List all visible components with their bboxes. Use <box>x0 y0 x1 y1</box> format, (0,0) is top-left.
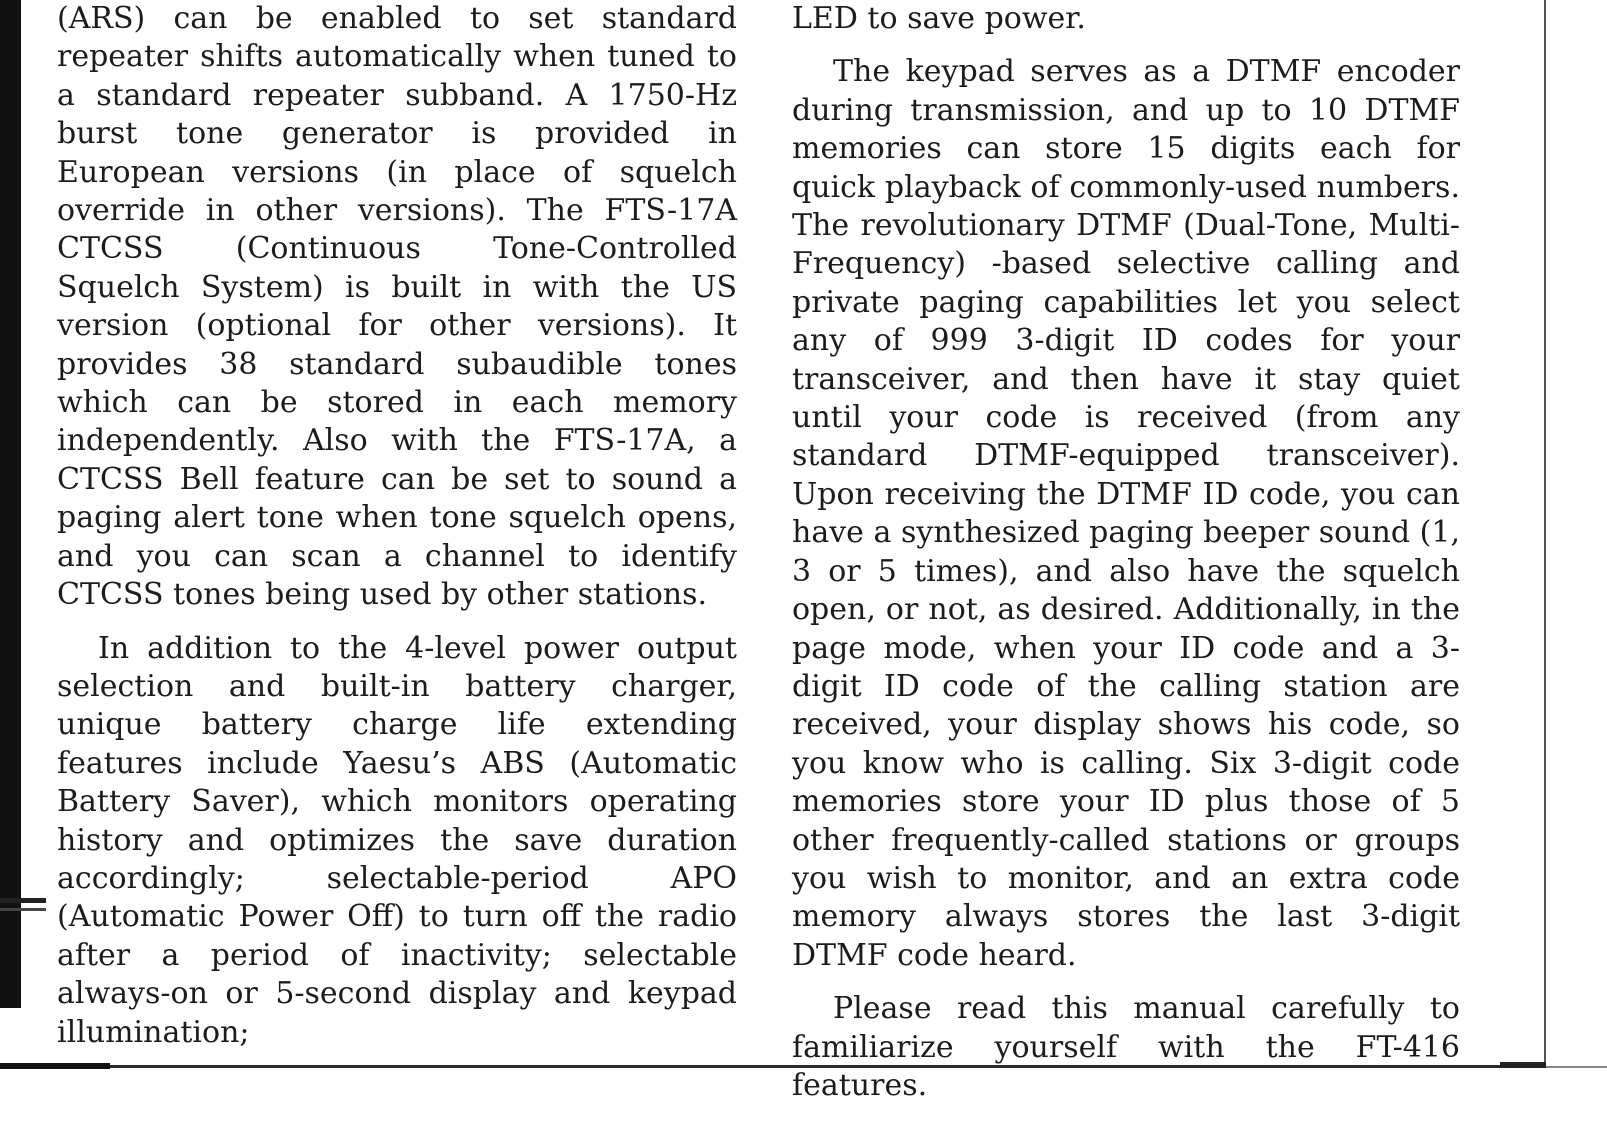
paragraph-read-manual: Please read this manual carefully to familiarize yourself with the FT-416 features. <box>792 991 1460 1103</box>
left-column <box>57 0 737 1052</box>
paragraph-ars-ctcss: (ARS) can be enabled to set standard repeater shifts automatically when tuned to a standard repeater subband. A 1750-Hz burst tone generator is provided in European versions (in place of squelch override in other versions). The FTS-17A CTCSS (Continuous Tone-Controlled Squelch System) is built in with the US version (optional for other versions). It provides 38 standard subaudible tones which can be stored in each memory independently. Also with the FTS-17A, a CTCSS Bell feature can be set to sound a paging alert tone when tone squelch opens, and you can scan a channel to identify CTCSS tones being used by other stations. <box>57 1 737 613</box>
left-bar-notch <box>0 898 46 903</box>
bottom-rule <box>0 1065 1545 1068</box>
left-bar-notch-thin <box>0 908 46 911</box>
right-edge-rule <box>1544 0 1546 1068</box>
right-foot-rule <box>1546 1066 1607 1068</box>
right-column <box>792 0 1460 1105</box>
paragraph-led: LED to save power. <box>792 1 1086 36</box>
left-margin-bar <box>0 0 21 1008</box>
paragraph-dtmf: The keypad serves as a DTMF encoder during transmission, and up to 10 DTMF memories can store 15 digits each for quick playback of commonly-used numbers. The revolutionary DTMF (Dual-Tone, Multi-Frequency) -based selective calling and private paging capabilities let you select any of 999 3-digit ID codes for your transceiver, and then have it stay quiet until your code is received (from any standard DTMF-equipped transceiver). Upon receiving the DTMF ID code, you can have a synthesized paging beeper sound (1, 3 or 5 times), and also have the squelch open, or not, as desired. Additionally, in the page mode, when your ID code and a 3-digit ID code of the calling station are received, your display shows his code, so you know who is calling. Six 3-digit code memories store your ID plus those of 5 other frequently-called stations or groups you wish to monitor, and an extra code memory always stores the last 3-digit DTMF code heard. <box>792 54 1460 973</box>
paragraph-power-battery: In addition to the 4-level power output selection and built-in battery charger, unique battery charge life extending features include Yaesu’s ABS (Automatic Battery Saver), which monitors operating history and optimizes the save duration accordingly; selectable-period APO (Automatic Power Off) to turn off the radio after a period of inactivity; selectable always-on or 5-second display and keypad illumination; <box>57 630 737 1050</box>
bottom-right-corner <box>1500 1062 1546 1068</box>
bottom-rule-thick-left <box>0 1063 110 1069</box>
